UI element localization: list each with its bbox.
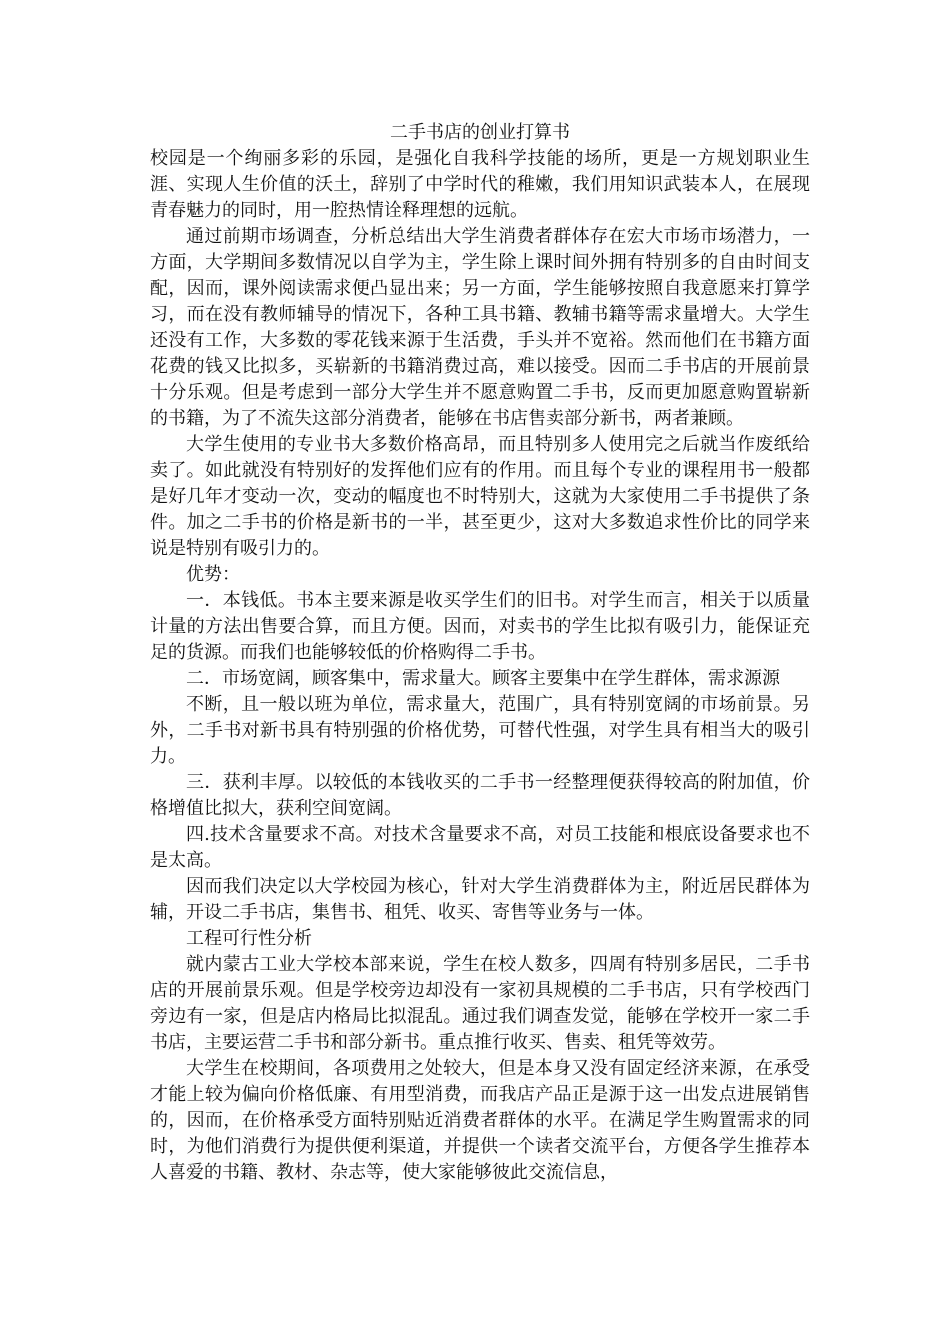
paragraph-intro: 校园是一个绚丽多彩的乐园，是强化自我科学技能的场所，更是一方规划职业生涯、实现人生价值的沃土，辞别了中学时代的稚嫩，我们用知识武装本人，在展现青春魅力的同时，用一腔热情诠释理想的远航。	[150, 148, 810, 221]
paragraph-decision: 因而我们决定以大学校园为核心，针对大学生消费群体为主，附近居民群体为辅，开设二手书店，集售书、租凭、收买、寄售等业务与一体。	[150, 876, 810, 923]
paragraph-advantage-low-cost: 一．本钱低。书本主要来源是收买学生们的旧书。对学生而言，相关于以质量计量的方法出售要合算，而且方便。因而，对卖书的学生比拟有吸引力，能保证充足的货源。而我们也能够较低的价格购得二手书。	[150, 590, 810, 663]
paragraph-advantages-heading: 优势：	[186, 564, 240, 585]
document-title: 二手书店的创业打算书	[390, 122, 570, 143]
paragraph-feasibility-location: 就内蒙古工业大学校本部来说，学生在校人数多，四周有特别多居民，二手书店的开展前景乐观。但是学校旁边却没有一家初具规模的二手书店，只有学校西门旁边有一家，但是店内格局比拟混乱。通过我们调查发觉，能够在学校开一家二手书店，主要运营二手书和部分新书。重点推行收买、售卖、租凭等效劳。	[150, 954, 810, 1053]
paragraph-advantage-technology: 四.技术含量要求不高。对技术含量要求不高，对员工技能和根底设备要求也不是太高。	[150, 824, 810, 871]
paragraph-feasibility-heading: 工程可行性分析	[186, 928, 312, 949]
paragraph-feasibility-students: 大学生在校期间，各项费用之处较大，但是本身又没有固定经济来源，在承受才能上较为偏向价格低廉、有用型消费，而我店产品正是源于这一出发点进展销售的，因而，在价格承受方面特别贴近消费者群体的水平。在满足学生购置需求的同时，为他们消费行为提供便利渠道，并提供一个读者交流平台，方便各学生推荐本人喜爱的书籍、教材、杂志等，使大家能够彼此交流信息，	[150, 1058, 810, 1183]
document-body	[150, 120, 810, 1186]
paragraph-advantage-wide-market: 二．市场宽阔，顾客集中，需求量大。顾客主要集中在学生群体，需求源源	[186, 668, 780, 689]
paragraph-advantage-wide-market-cont: 不断，且一般以班为单位，需求量大，范围广，具有特别宽阔的市场前景。另外，二手书对新书具有特别强的价格优势，可替代性强，对学生具有相当大的吸引力。	[150, 694, 810, 767]
paragraph-advantage-profit: 三．获利丰厚。以较低的本钱收买的二手书一经整理便获得较高的附加值，价格增值比拟大，获利空间宽阔。	[150, 772, 810, 819]
paragraph-textbook-price: 大学生使用的专业书大多数价格高昂，而且特别多人使用完之后就当作废纸给卖了。如此就没有特别好的发挥他们应有的作用。而且每个专业的课程用书一般都是好几年才变动一次，变动的幅度也不时特别大，这就为大家使用二手书提供了条件。加之二手书的价格是新书的一半，甚至更少，这对大多数追求性价比的同学来说是特别有吸引力的。	[150, 434, 810, 559]
paragraph-market-survey: 通过前期市场调查，分析总结出大学生消费者群体存在宏大市场市场潜力，一方面，大学期间多数情况以自学为主，学生除上课时间外拥有特别多的自由时间支配，因而，课外阅读需求便凸显出来；另一方面，学生能够按照自我意愿来打算学习，而在没有教师辅导的情况下，各种工具书籍、教辅书籍等需求量增大。大学生还没有工作，大多数的零花钱来源于生活费，手头并不宽裕。然而他们在书籍方面花费的钱又比拟多，买崭新的书籍消费过高，难以接受。因而二手书店的开展前景十分乐观。但是考虑到一部分大学生并不愿意购置二手书，反而更加愿意购置崭新的书籍，为了不流失这部分消费者，能够在书店售卖部分新书，两者兼顾。	[150, 226, 810, 429]
